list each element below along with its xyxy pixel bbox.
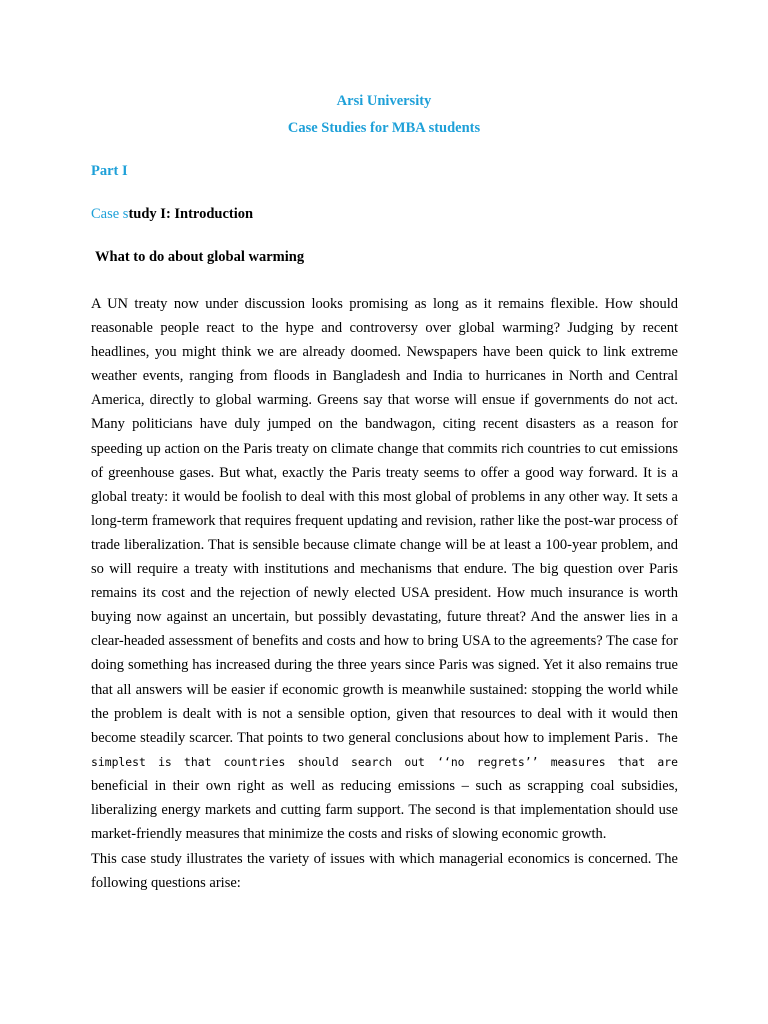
body-paragraph — [91, 292, 678, 846]
paragraph-text: A UN treaty now under discussion looks promising as long as it remains flexible. How should reasonable people react to the hype and controversy over global warming? Judging by recent headlines, you might think we are already doomed. Newspapers have been quick to link extreme weather events, ranging from floods in Bangladesh and India to hurricanes in North and Central America, directly to global warming. Greens say that worse will ensue if governments do not act. Many politicians have duly jumped on the bandwagon, citing recent disasters as a reason for speeding up action on the Paris treaty on climate change that commits rich countries to cut emissions of greenhouse gases. But what, exactly the Paris treaty seems to offer a good way forward. It is a global treaty: it would be foolish to deal with this most global of problems in any other way. It sets a long-term framework that requires frequent updating and revision, rather like the post-war process of trade liberalization. That is sensible because climate change will be at least a 100-year problem, and so will require a treaty with institutions and mechanisms that endure. The big question over Paris remains its cost and the rejection of newly elected USA president. How much insurance is worth buying now against an uncertain, but possibly devastating, future threat? And the answer lies in a clear-headed assessment of benefits and costs and how to bring USA to the agreements? The case for doing something has increased during the three years since Paris was signed. Yet it also remains true that all answers will be easier if economic growth is meanwhile sustained: stopping the world while the problem is dealt with is not a sensible option, given that resources to deal with it would then become steadily scarcer. That points to two general conclusions about how to implement Paris — [91, 296, 678, 746]
case-study-heading — [91, 206, 253, 223]
paragraph-text-mono: . The simplest is that countries should search out ‘‘no regrets’’ measures that are — [91, 730, 678, 769]
paragraph-text-continued: beneficial in their own right as well as reducing emissions – such as scrapping coal subsidies, liberalizing energy markets and cutting farm support. The second is that implementation should use market-friendly measures that minimize the costs and risks of slowing economic growth. — [91, 777, 678, 843]
case-heading-prefix: Case s — [91, 206, 129, 222]
document-subtitle: Case Studies for MBA students — [287, 120, 481, 136]
section-title: What to do about global warming — [95, 249, 305, 265]
case-heading-rest: tudy I: Introduction — [128, 206, 254, 222]
body-paragraph-questions: This case study illustrates the variety of issues with which managerial economics is concerned. The following questions arise: — [91, 851, 678, 892]
part-label: Part I — [91, 163, 128, 179]
university-title: Arsi University — [336, 93, 432, 109]
